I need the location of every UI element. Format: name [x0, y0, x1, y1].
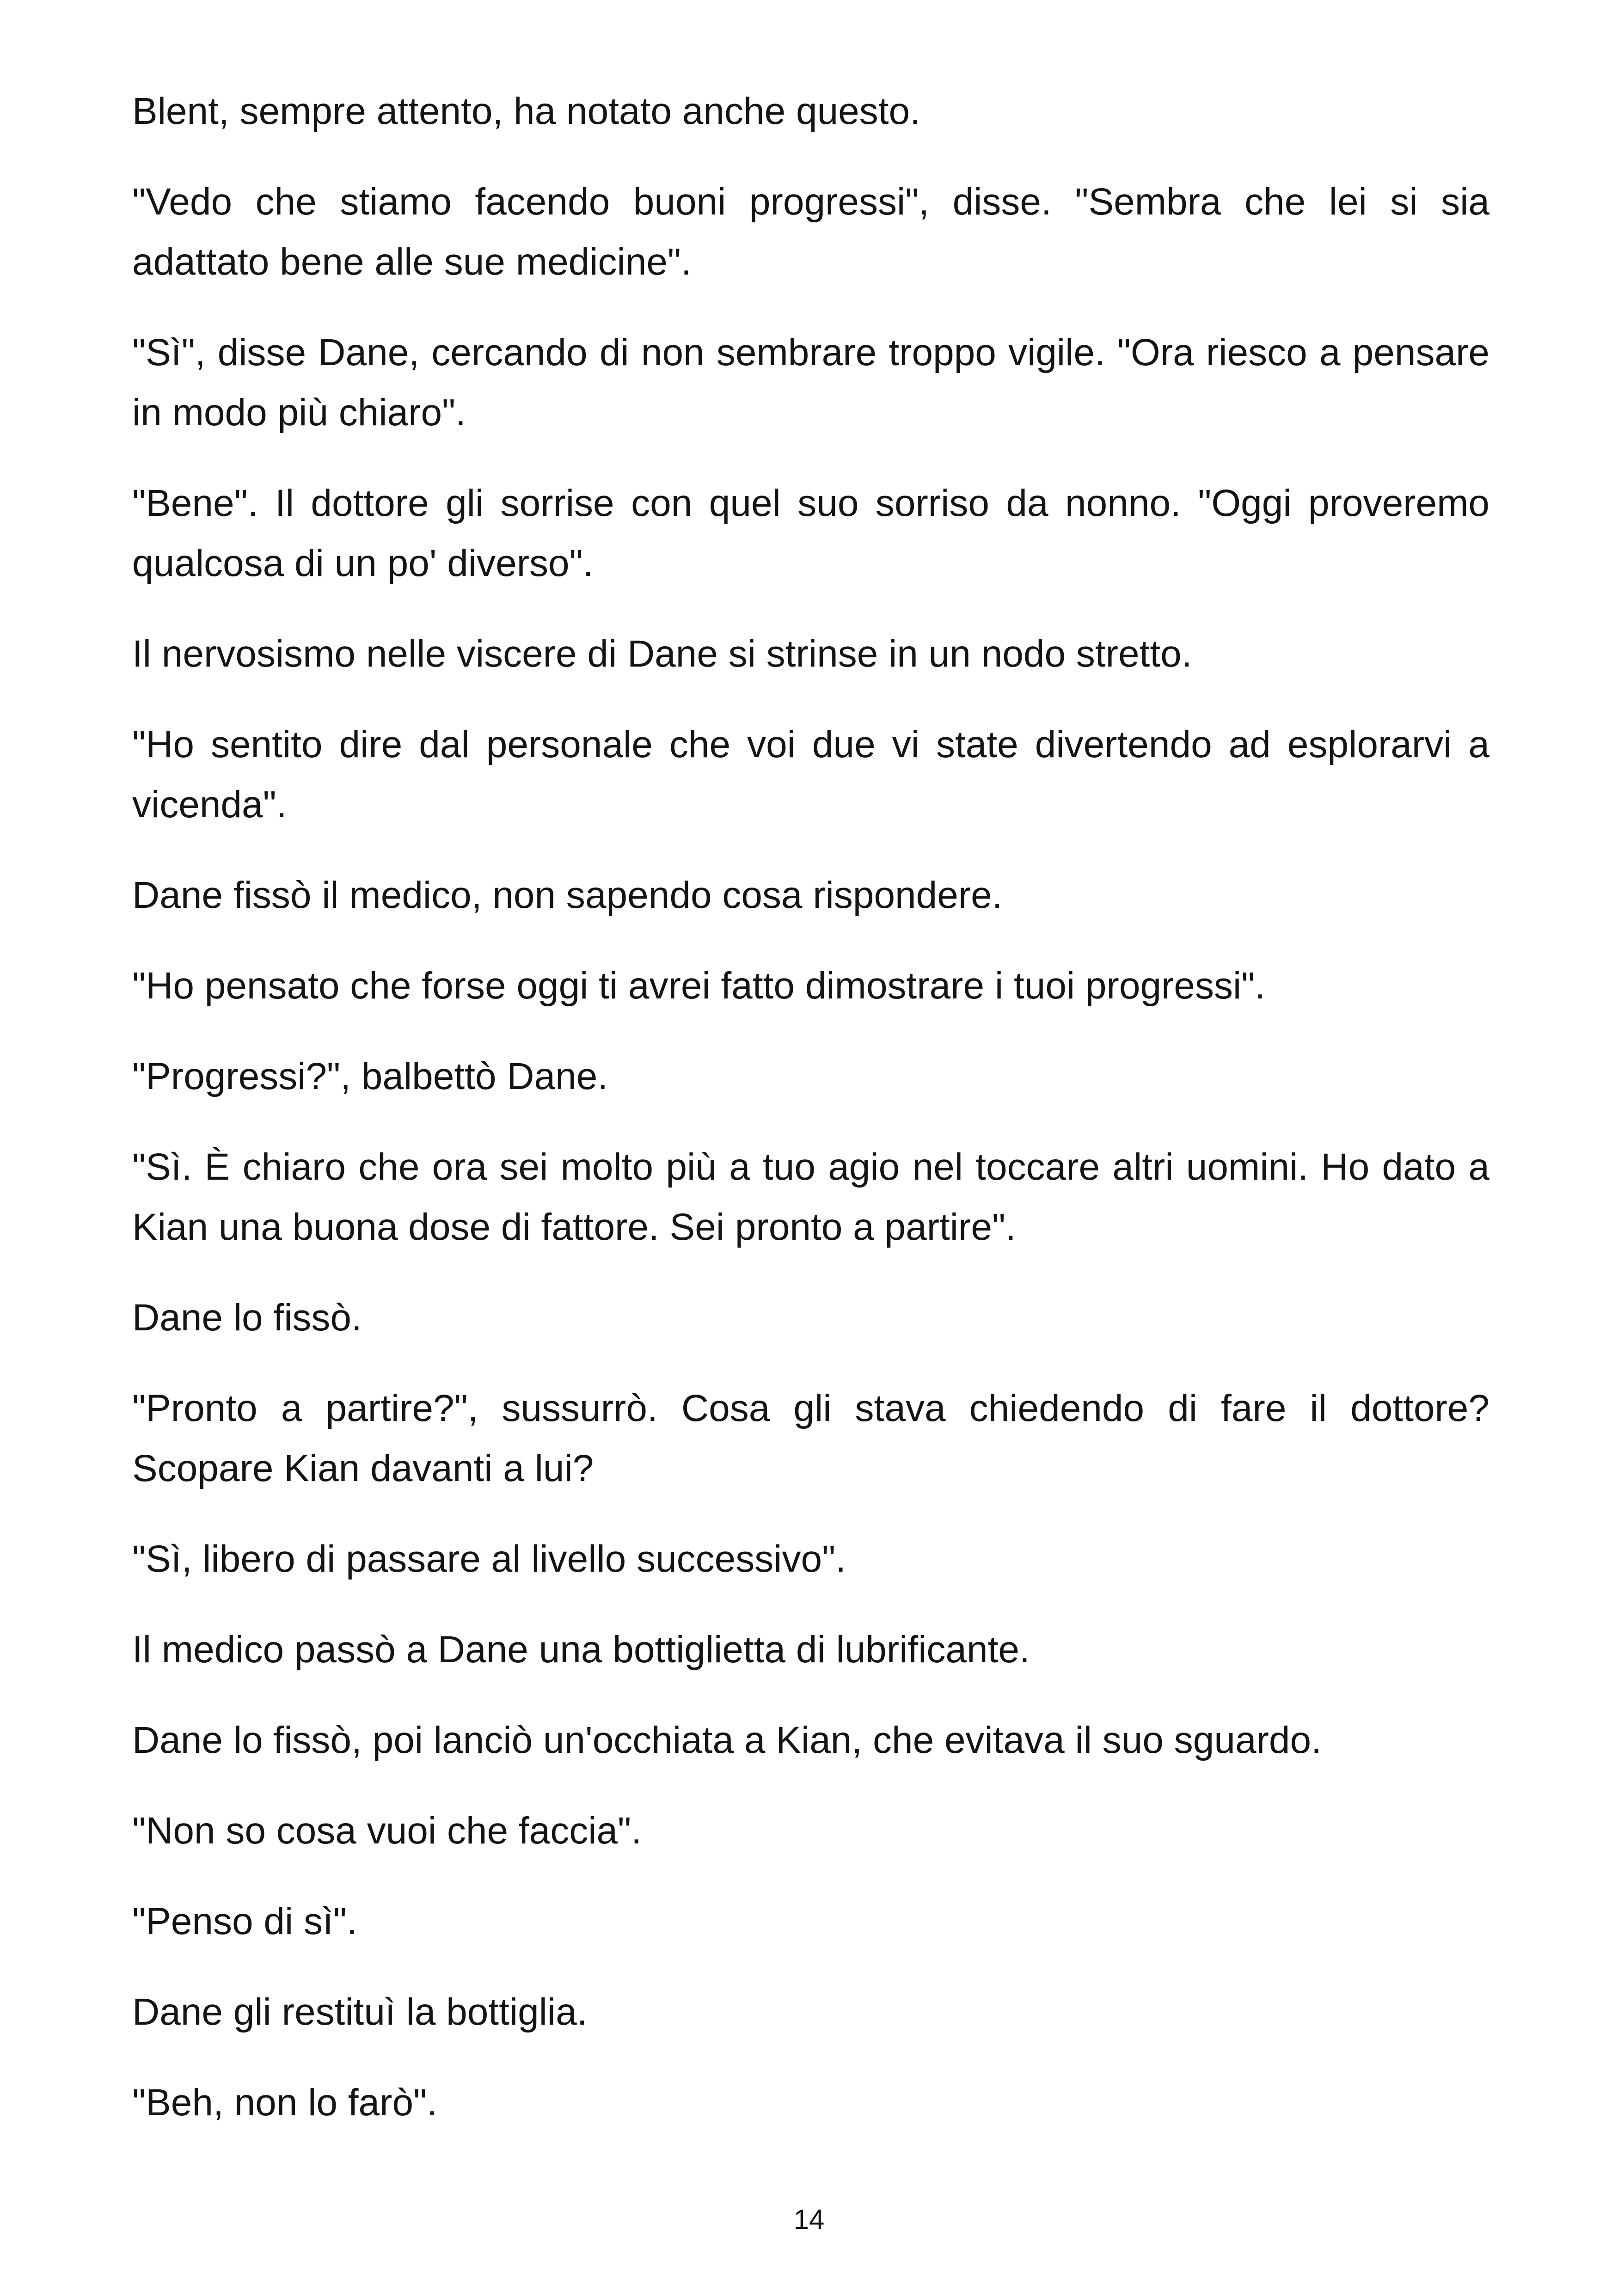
- paragraph: "Bene". Il dottore gli sorrise con quel suo sorriso da nonno. "Oggi proveremo qualcosa di un po' diverso".: [132, 482, 1489, 584]
- paragraph: "Progressi?", balbettò Dane.: [132, 1055, 608, 1097]
- paragraph: "Ho pensato che forse oggi ti avrei fatto dimostrare i tuoi progressi".: [132, 965, 1266, 1007]
- page-body: [132, 81, 1489, 2163]
- paragraph: "Sì, libero di passare al livello successivo".: [132, 1538, 846, 1580]
- paragraph: Il nervosismo nelle viscere di Dane si strinse in un nodo stretto.: [132, 633, 1192, 675]
- paragraph: Dane fissò il medico, non sapendo cosa rispondere.: [132, 874, 1003, 916]
- paragraph: "Non so cosa vuoi che faccia".: [132, 1810, 642, 1852]
- paragraph: "Vedo che stiamo facendo buoni progressi", disse. "Sembra che lei si sia adattato bene alle sue medicine".: [132, 181, 1489, 283]
- paragraph: Dane lo fissò.: [132, 1297, 362, 1339]
- paragraph: Dane gli restituì la bottiglia.: [132, 1991, 588, 2033]
- paragraph: "Beh, non lo farò".: [132, 2082, 437, 2124]
- paragraph: "Pronto a partire?", sussurrò. Cosa gli stava chiedendo di fare il dottore? Scopare Kian davanti a lui?: [132, 1387, 1489, 1489]
- paragraph: "Ho sentito dire dal personale che voi due vi state divertendo ad esplorarvi a vicenda".: [132, 723, 1489, 826]
- paragraph: "Sì", disse Dane, cercando di non sembrare troppo vigile. "Ora riesco a pensare in modo più chiaro".: [132, 331, 1489, 434]
- paragraph: Il medico passò a Dane una bottiglietta di lubrificante.: [132, 1629, 1030, 1671]
- page-number: 14: [793, 2204, 825, 2235]
- paragraph: "Sì. È chiaro che ora sei molto più a tuo agio nel toccare altri uomini. Ho dato a Kian una buona dose di fattore. Sei pronto a partire".: [132, 1146, 1489, 1248]
- paragraph: "Penso di sì".: [132, 1900, 357, 1942]
- paragraph: Dane lo fissò, poi lanciò un'occhiata a Kian, che evitava il suo sguardo.: [132, 1719, 1322, 1761]
- paragraph: Blent, sempre attento, ha notato anche questo.: [132, 90, 920, 132]
